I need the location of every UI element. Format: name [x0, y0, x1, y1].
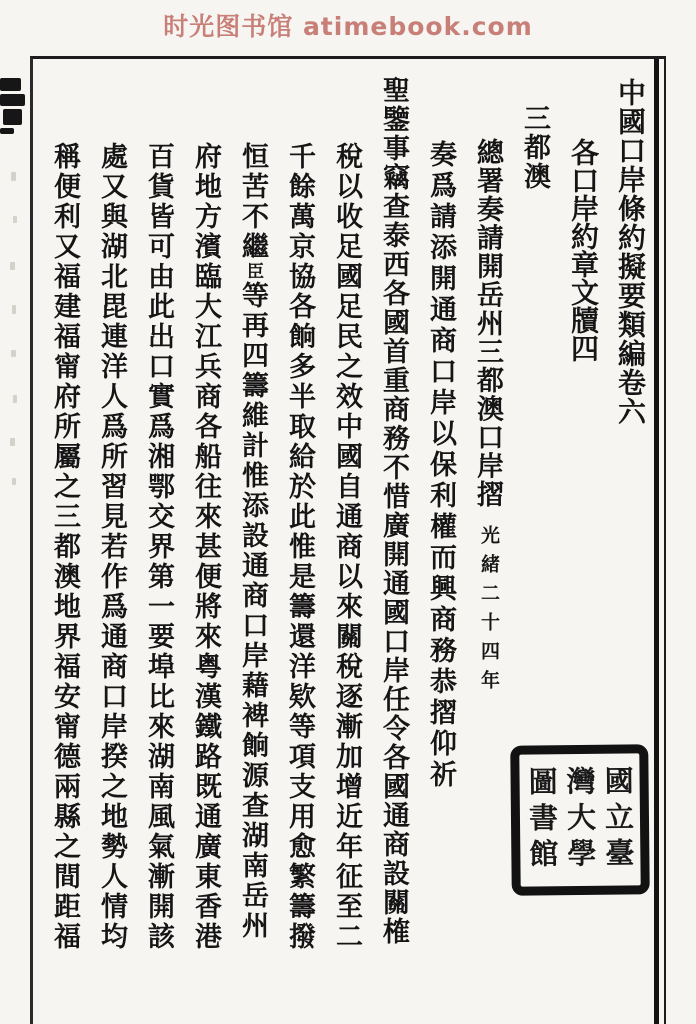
- body-column: 處又與湖北毘連洋人爲所習見若作爲通商口岸揆之地勢人情均: [97, 142, 127, 952]
- library-seal: [510, 744, 650, 895]
- body-text: 恒苦不繼: [238, 142, 268, 262]
- body-column: 奏爲請添開通商口岸以保利權而興商務恭摺仰祈: [426, 140, 456, 791]
- body-column: 百貨皆可由此出口實爲湘鄂交界第一要埠比來湖南風氣漸開該: [144, 142, 174, 952]
- body-column: 稅以收足國足民之效中國自通商以來關稅逐漸加增近年征至二: [332, 142, 362, 952]
- section-title-column: 各口岸約章文牘四: [567, 138, 598, 362]
- body-column: 府地方濱臨大江兵商各船往來甚便將來粤漢鐵路既通廣東香港: [191, 142, 221, 952]
- body-column: 聖鑒事竊查泰西各國首重商務不惜廣開通國口岸任令各國通商設關榷: [379, 76, 409, 946]
- subsection-title-column: 三都澳: [520, 104, 550, 191]
- body-column: 稱便利又福建福甯府所屬之三都澳地界福安甯德兩縣之間距福: [50, 142, 80, 952]
- body-column: [239, 142, 273, 941]
- volume-title-column: 中國口岸條約擬要類編卷六: [614, 78, 645, 426]
- body-text: 等再四籌維計惟添設通商口岸藉裨餉源查湖南岳州: [238, 281, 268, 941]
- document-date-annotation: 光緒二十四年: [478, 524, 499, 699]
- document-title: 總署奏請開岳州三都澳口岸摺: [473, 138, 503, 509]
- humble-self-reference: 臣: [244, 262, 263, 281]
- watermark: 时光图书馆 atimebook.com: [163, 12, 533, 41]
- frame-inner-rule: [654, 59, 659, 1024]
- body-column: 千餘萬京協各餉多半取給於此惟是籌還洋欵等項支用愈繁籌撥: [285, 142, 315, 952]
- document-title-column: [474, 138, 508, 699]
- library-seal-text: 國立臺 灣大學 圖書館: [524, 765, 636, 875]
